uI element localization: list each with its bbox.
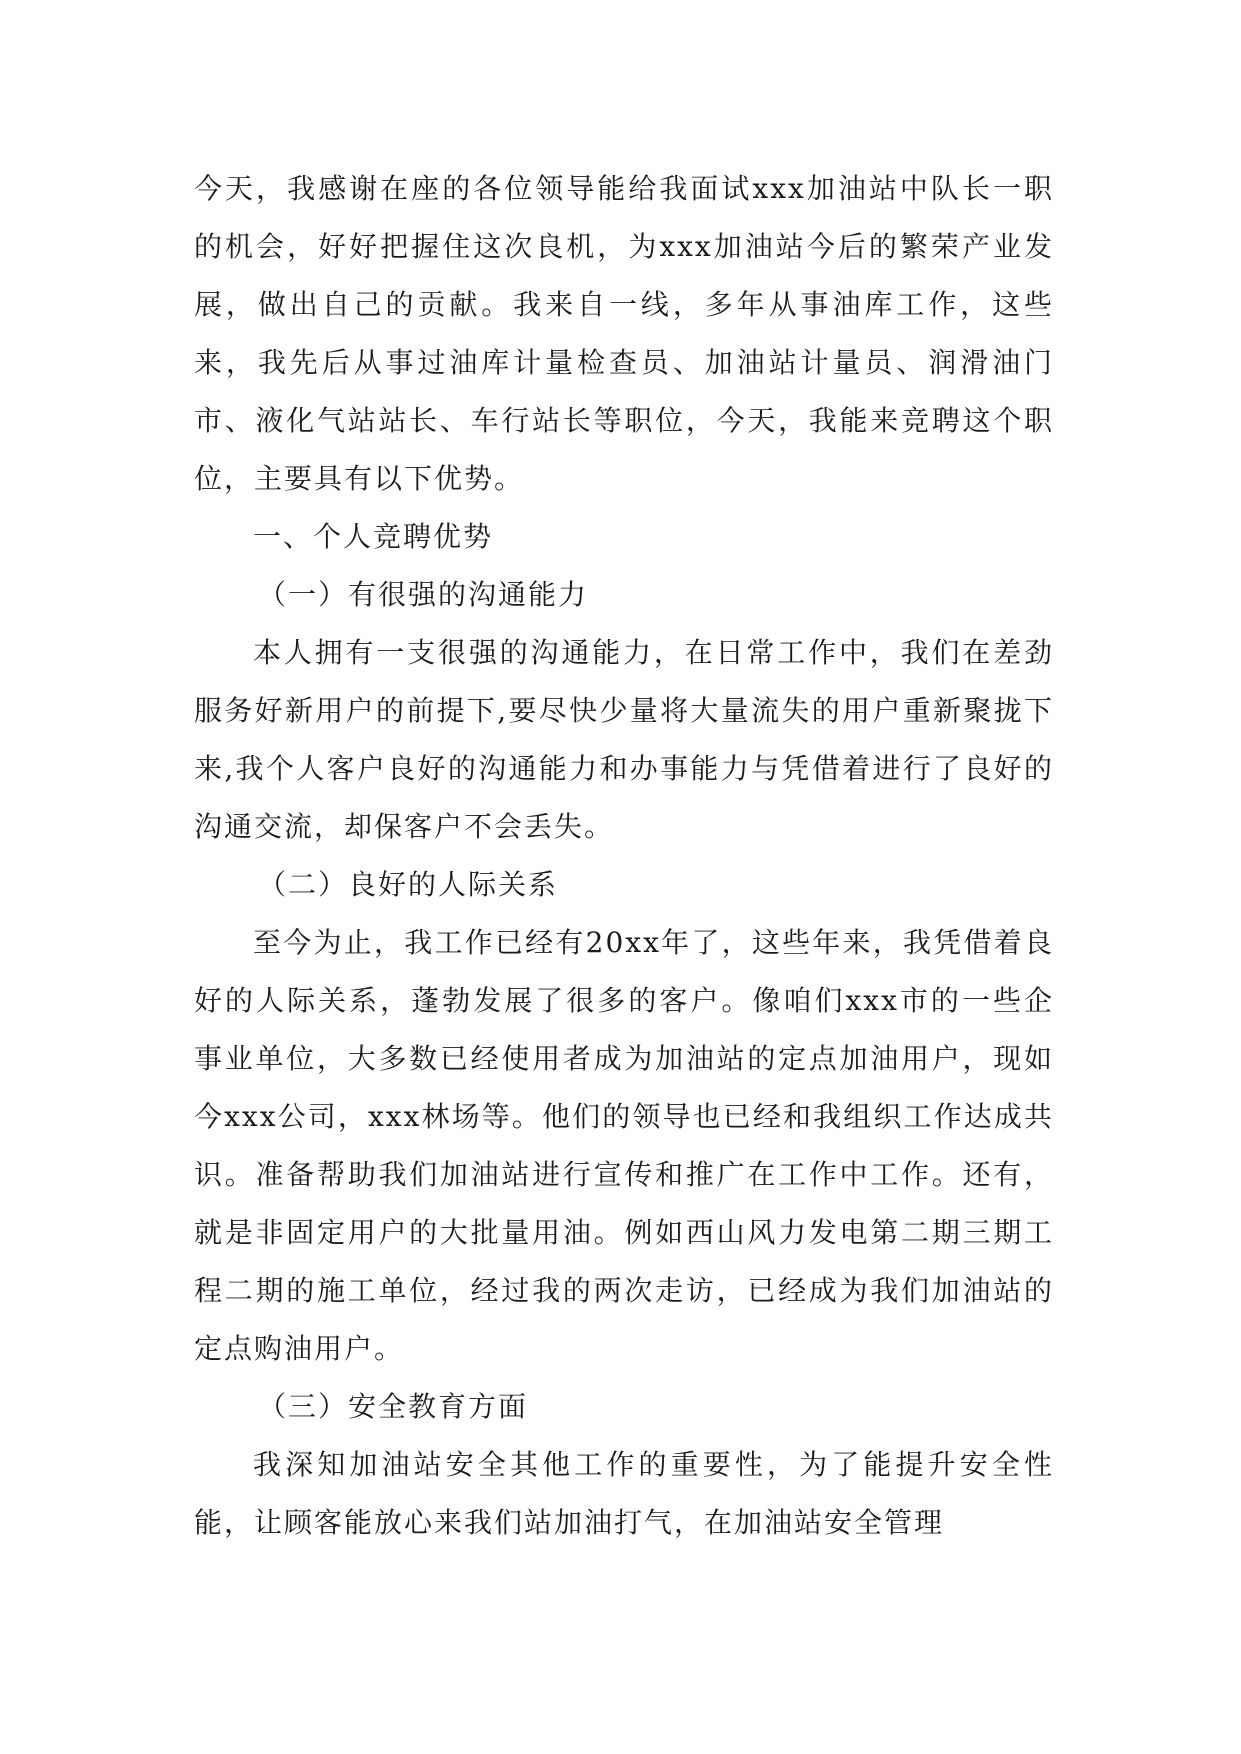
subheading-communication: （一）有很强的沟通能力 bbox=[258, 578, 589, 611]
safety-paragraph: 我深知加油站安全其他工作的重要性，为了能提升安全性能，让顾客能放心来我们站加油打气，在加油站安全管理 bbox=[194, 1448, 1054, 1539]
intro-paragraph: 今天，我感谢在座的各位领导能给我面试xxx加油站中队长一职的机会，好好把握住这次良机，为xxx加油站今后的繁荣产业发展，做出自己的贡献。我来自一线，多年从事油库工作，这些来，我先后从事过油库计量检查员、加油站计量员、润滑油门市、液化气站站长、车行站长等职位，今天，我能来竞聘这个职位，主要具有以下优势。 bbox=[194, 172, 1054, 495]
section-heading-advantages: 一、个人竞聘优势 bbox=[253, 520, 494, 553]
subheading-relationships: （二）良好的人际关系 bbox=[258, 868, 559, 901]
relationships-paragraph: 至今为止，我工作已经有20xx年了，这些年来，我凭借着良好的人际关系，蓬勃发展了很多的客户。像咱们xxx市的一些企事业单位，大多数已经使用者成为加油站的定点加油用户，现如今xxx公司，xxx林场等。他们的领导也已经和我组织工作达成共识。准备帮助我们加油站进行宣传和推广在工作中工作。还有，就是非固定用户的大批量用油。例如西山风力发电第二期三期工程二期的施工单位，经过我的两次走访，已经成为我们加油站的定点购油用户。 bbox=[194, 926, 1054, 1365]
communication-paragraph: 本人拥有一支很强的沟通能力，在日常工作中，我们在差劲服务好新用户的前提下,要尽快少量将大量流失的用户重新聚拢下来,我个人客户良好的沟通能力和办事能力与凭借着进行了良好的沟通交流，却保客户不会丢失。 bbox=[194, 636, 1054, 843]
subheading-safety: （三）安全教育方面 bbox=[258, 1390, 529, 1423]
document-page bbox=[194, 160, 1054, 1552]
